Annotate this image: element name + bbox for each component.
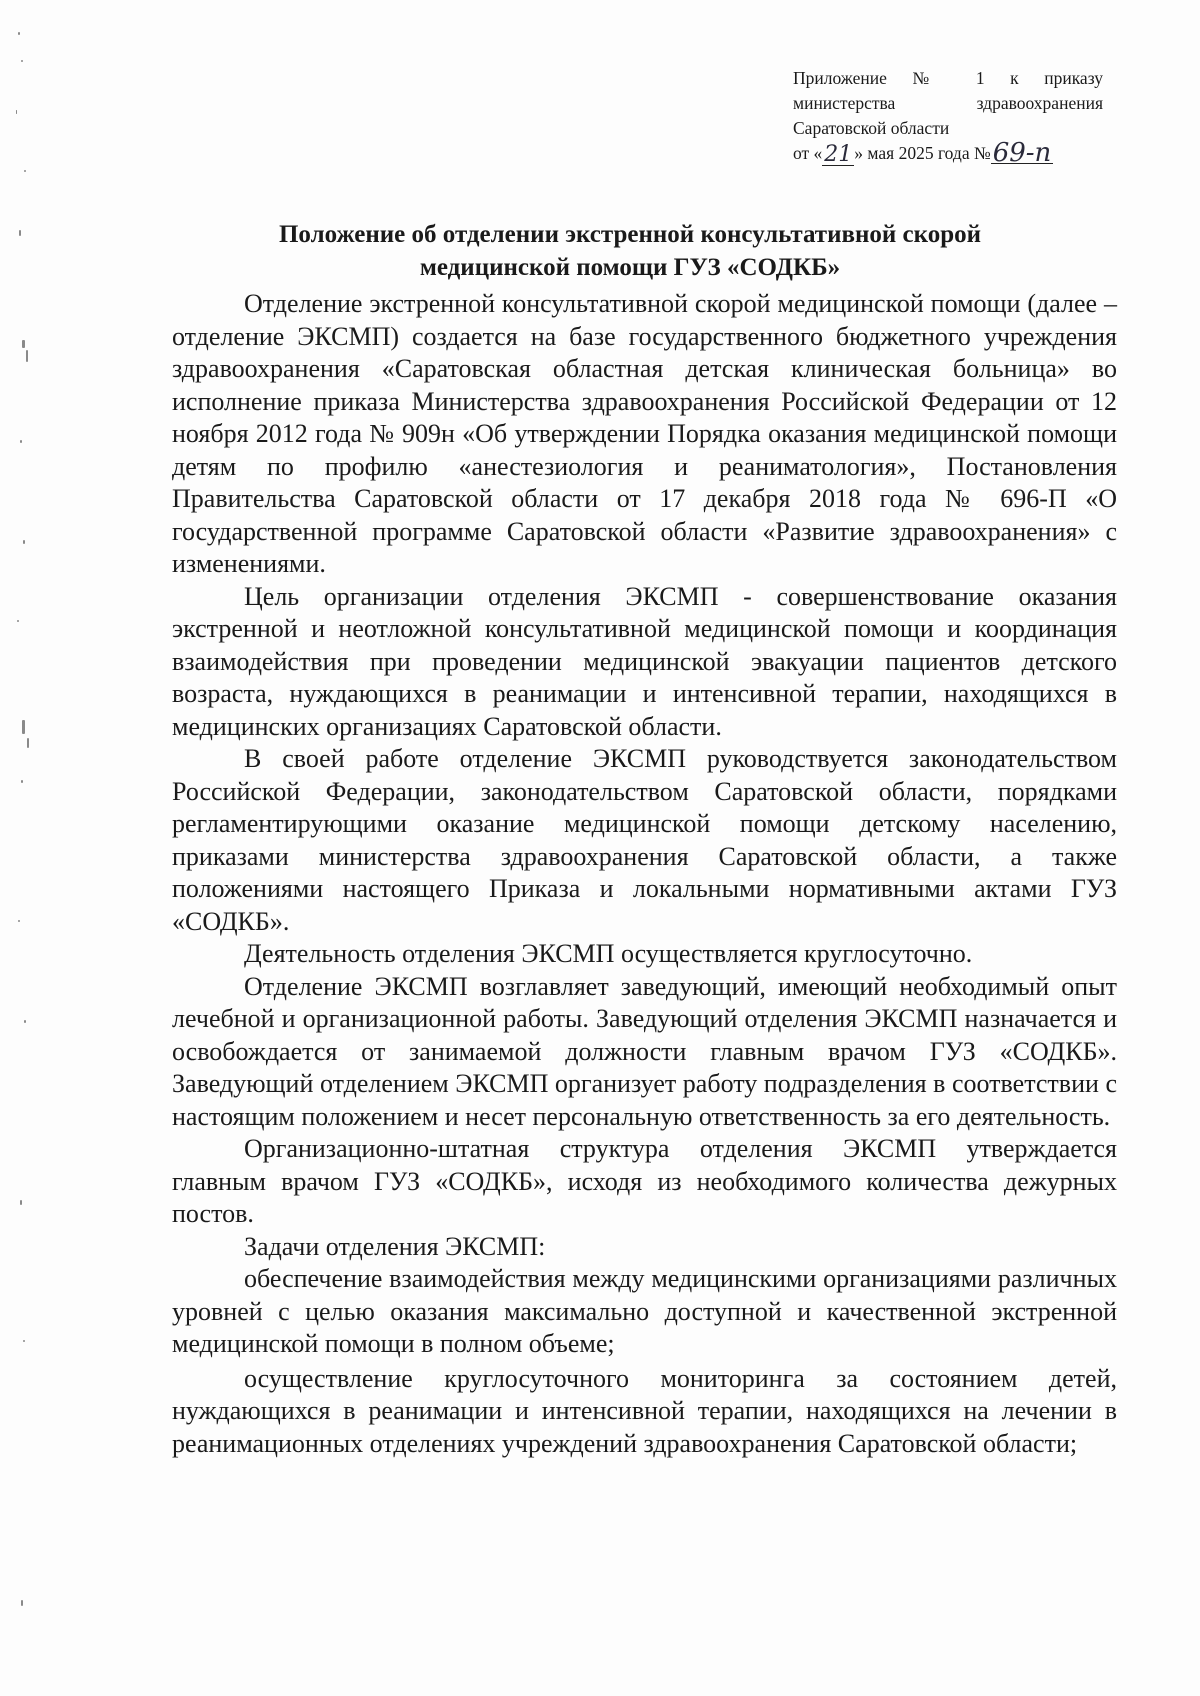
scan-artifacts: [12, 20, 52, 1660]
paragraph: В своей работе отделение ЭКСМП руководствуется законодательством Российской Федерации, законодательством Саратовской области, порядками регламентирующими оказание медицинской помощи детскому населению, приказами министерства здравоохранения Саратовской области, а также положениями настоящего Приказа и локальными нормативными актами ГУЗ «СОДКБ».: [172, 744, 1117, 936]
paragraph: Организационно-штатная структура отделения ЭКСМП утверждается главным врачом ГУЗ «СОДКБ», исходя из необходимого количества дежурных постов.: [172, 1134, 1117, 1228]
appendix-header: [793, 66, 1103, 166]
appendix-line-2: министерства здравоохранения: [793, 93, 1103, 113]
paragraph: обеспечение взаимодействия между медицинскими организациями различных уровней с целью оказания максимально доступной и качественной экстренной медицинской помощи в полном объеме;: [172, 1264, 1117, 1358]
paragraph: Отделение ЭКСМП возглавляет заведующий, имеющий необходимый опыт лечебной и организационной работы. Заведующий отделения ЭКСМП назначается и освобождается от занимаемой должности главным врачом ГУЗ «СОДКБ». Заведующий отделением ЭКСМП организует работу подразделения в соответствии с настоящим положением и несет персональную ответственность за его деятельность.: [172, 971, 1117, 1131]
document-title: [180, 218, 1080, 284]
appendix-line-3: Саратовской области: [793, 118, 950, 138]
appendix-date-line: [793, 138, 1103, 168]
paragraph: Задачи отделения ЭКСМП:: [244, 1231, 546, 1261]
date-prefix: от «: [793, 143, 823, 163]
paragraph: Отделение экстренной консультативной скорой медицинской помощи (далее – отделение ЭКСМП) создается на базе государственного бюджетного учреждения здравоохранения «Саратовская областная детская клиническая больница» во исполнение приказа Министерства здравоохранения Российской Федерации от 12 ноября 2012 года № 909н «Об утверждении Порядка оказания медицинской помощи детям по профилю «анестезиология и реаниматология», Постановления Правительства Саратовской области от 17 декабря 2018 года № 696-П «О государственной программе Саратовской области «Развитие здравоохранения» с изменениями.: [172, 289, 1117, 578]
paragraph: Деятельность отделения ЭКСМП осуществляется круглосуточно.: [244, 939, 973, 968]
date-mid: » мая 2025 года №: [854, 143, 991, 163]
title-line-1: Положение об отделении экстренной консультативной скорой: [278, 221, 982, 248]
handwritten-day: 21: [824, 142, 853, 167]
handwritten-order-number: 69-п: [992, 138, 1052, 168]
document-body: [172, 288, 1117, 1460]
title-line-2: медицинской помощи ГУЗ «СОДКБ»: [419, 254, 841, 281]
paragraph: Цель организации отделения ЭКСМП - совершенствование оказания экстренной и неотложной консультативной медицинской помощи и координация взаимодействия при проведении медицинской эвакуации пациентов детского возраста, нуждающихся в реанимации и интенсивной терапии, находящихся в медицинских организациях Саратовской области.: [172, 581, 1117, 741]
paragraph: осуществление круглосуточного мониторинга за состоянием детей, нуждающихся в реанимации и интенсивной терапии, находящихся на лечении в реанимационных отделениях учреждений здравоохранения Саратовской области;: [172, 1363, 1117, 1458]
appendix-line-1: Приложение № 1 к приказу: [793, 68, 1103, 88]
